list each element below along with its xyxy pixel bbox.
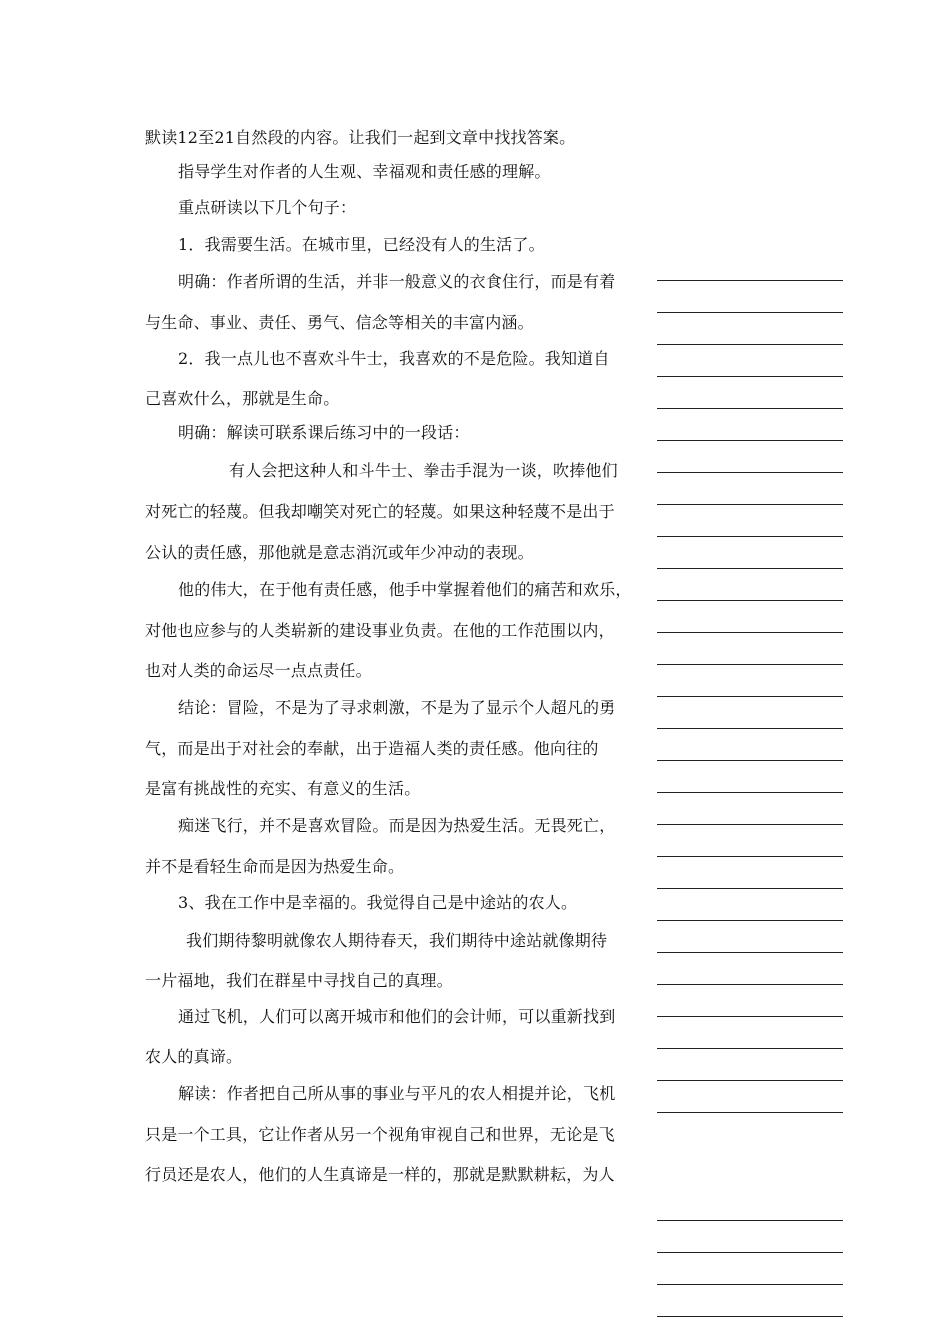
note-rule xyxy=(657,1112,843,1113)
note-rule xyxy=(657,440,843,441)
text-line: 明确：作者所谓的生活，并非一般意义的衣食住行，而是有着 xyxy=(178,272,616,291)
text-line: 1．我需要生活。在城市里，已经没有人的生活了。 xyxy=(178,235,545,254)
note-rule xyxy=(657,600,843,601)
note-rule xyxy=(657,1316,843,1317)
text-line: 与生命、事业、责任、勇气、信念等相关的丰富内涵。 xyxy=(145,313,534,332)
note-rule xyxy=(657,504,843,505)
text-line: 结论：冒险，不是为了寻求刺激，不是为了显示个人超凡的勇 xyxy=(178,698,616,717)
note-rule xyxy=(657,728,843,729)
note-rule xyxy=(657,856,843,857)
text-line: 己喜欢什么，那就是生命。 xyxy=(145,389,340,408)
text-line: 农人的真谛。 xyxy=(145,1047,243,1066)
note-rule xyxy=(657,632,843,633)
note-rule xyxy=(657,472,843,473)
text-line: 只是一个工具，它让作者从另一个视角审视自己和世界，无论是飞 xyxy=(145,1125,615,1144)
text-line: 重点研读以下几个句子： xyxy=(178,198,357,217)
note-rule xyxy=(657,952,843,953)
note-rule xyxy=(657,888,843,889)
note-rule xyxy=(657,696,843,697)
text-line: 解读：作者把自己所从事的事业与平凡的农人相提并论，飞机 xyxy=(178,1084,616,1103)
text-line: 并不是看轻生命而是因为热爱生命。 xyxy=(145,857,405,876)
text-line: 有人会把这种人和斗牛士、拳击手混为一谈，吹捧他们 xyxy=(229,461,618,480)
note-rule xyxy=(657,312,843,313)
note-rule xyxy=(657,920,843,921)
note-rule xyxy=(657,824,843,825)
text-line: 他的伟大，在于他有责任感，他手中掌握着他们的痛苦和欢乐， xyxy=(178,580,632,599)
note-rule xyxy=(657,664,843,665)
note-rule xyxy=(657,1048,843,1049)
text-line: 对他也应参与的人类崭新的建设事业负责。在他的工作范围以内， xyxy=(145,621,615,640)
note-rule xyxy=(657,376,843,377)
text-line: 行员还是农人，他们的人生真谛是一样的，那就是默默耕耘，为人 xyxy=(145,1165,615,1184)
text-line: 默读12至21自然段的内容。让我们一起到文章中找找答案。 xyxy=(145,128,576,147)
note-rule xyxy=(657,1284,843,1285)
text-line: 3、我在工作中是幸福的。我觉得自己是中途站的农人。 xyxy=(178,893,578,912)
note-rule xyxy=(657,344,843,345)
note-rule xyxy=(657,536,843,537)
note-rule xyxy=(657,1080,843,1081)
text-line: 也对人类的命运尽一点点责任。 xyxy=(145,661,372,680)
text-line: 通过飞机，人们可以离开城市和他们的会计师，可以重新找到 xyxy=(178,1007,616,1026)
note-rule xyxy=(657,760,843,761)
note-rule xyxy=(657,568,843,569)
text-line: 是富有挑战性的充实、有意义的生活。 xyxy=(145,779,421,798)
text-line: 公认的责任感，那他就是意志消沉或年少冲动的表现。 xyxy=(145,543,534,562)
text-line: 指导学生对作者的人生观、幸福观和责任感的理解。 xyxy=(178,162,551,181)
note-rule xyxy=(657,408,843,409)
note-rule xyxy=(657,1252,843,1253)
text-line: 明确：解读可联系课后练习中的一段话： xyxy=(178,423,470,442)
text-line: 一片福地，我们在群星中寻找自己的真理。 xyxy=(145,971,453,990)
note-rule xyxy=(657,1220,843,1221)
note-rule xyxy=(657,984,843,985)
note-rule xyxy=(657,792,843,793)
note-rule xyxy=(657,280,843,281)
text-line: 2．我一点儿也不喜欢斗牛士，我喜欢的不是危险。我知道自 xyxy=(178,349,610,368)
text-line: 气，而是出于对社会的奉献，出于造福人类的责任感。他向往的 xyxy=(145,739,599,758)
note-rule xyxy=(657,1016,843,1017)
text-line: 痴迷飞行，并不是喜欢冒险。而是因为热爱生活。无畏死亡， xyxy=(178,816,616,835)
text-line: 我们期待黎明就像农人期待春天，我们期待中途站就像期待 xyxy=(186,931,608,950)
text-line: 对死亡的轻蔑。但我却嘲笑对死亡的轻蔑。如果这种轻蔑不是出于 xyxy=(145,502,615,521)
